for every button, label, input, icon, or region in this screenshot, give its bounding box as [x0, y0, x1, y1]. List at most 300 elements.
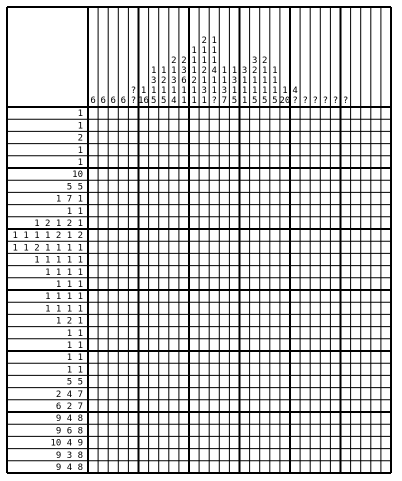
grid-cell[interactable]	[169, 302, 179, 314]
grid-cell[interactable]	[300, 412, 310, 424]
grid-cell[interactable]	[118, 302, 128, 314]
grid-cell[interactable]	[108, 156, 118, 168]
grid-cell[interactable]	[219, 388, 229, 400]
grid-cell[interactable]	[270, 266, 280, 278]
grid-cell[interactable]	[108, 400, 118, 412]
grid-cell[interactable]	[159, 217, 169, 229]
grid-cell[interactable]	[320, 351, 330, 363]
grid-cell[interactable]	[149, 278, 159, 290]
grid-cell[interactable]	[310, 388, 320, 400]
grid-cell[interactable]	[320, 449, 330, 461]
grid-cell[interactable]	[250, 314, 260, 326]
grid-cell[interactable]	[320, 400, 330, 412]
grid-cell[interactable]	[98, 156, 108, 168]
grid-cell[interactable]	[310, 156, 320, 168]
grid-cell[interactable]	[88, 314, 98, 326]
grid-cell[interactable]	[149, 449, 159, 461]
grid-cell[interactable]	[270, 461, 280, 473]
grid-cell[interactable]	[290, 253, 300, 265]
grid-cell[interactable]	[320, 461, 330, 473]
grid-cell[interactable]	[108, 192, 118, 204]
grid-cell[interactable]	[260, 363, 270, 375]
grid-cell[interactable]	[149, 302, 159, 314]
grid-cell[interactable]	[290, 351, 300, 363]
grid-cell[interactable]	[118, 192, 128, 204]
grid-cell[interactable]	[240, 314, 250, 326]
grid-cell[interactable]	[351, 302, 361, 314]
grid-cell[interactable]	[229, 400, 239, 412]
grid-cell[interactable]	[118, 351, 128, 363]
grid-cell[interactable]	[300, 217, 310, 229]
grid-cell[interactable]	[118, 107, 128, 119]
grid-cell[interactable]	[240, 290, 250, 302]
grid-cell[interactable]	[310, 436, 320, 448]
grid-cell[interactable]	[219, 412, 229, 424]
grid-cell[interactable]	[270, 388, 280, 400]
grid-cell[interactable]	[280, 253, 290, 265]
grid-cell[interactable]	[300, 351, 310, 363]
grid-cell[interactable]	[169, 424, 179, 436]
grid-cell[interactable]	[118, 290, 128, 302]
grid-cell[interactable]	[320, 278, 330, 290]
grid-cell[interactable]	[341, 461, 351, 473]
grid-cell[interactable]	[149, 192, 159, 204]
grid-cell[interactable]	[270, 107, 280, 119]
grid-cell[interactable]	[118, 363, 128, 375]
grid-cell[interactable]	[260, 327, 270, 339]
grid-cell[interactable]	[209, 314, 219, 326]
grid-cell[interactable]	[240, 253, 250, 265]
grid-cell[interactable]	[199, 436, 209, 448]
grid-cell[interactable]	[371, 290, 381, 302]
grid-cell[interactable]	[219, 217, 229, 229]
grid-cell[interactable]	[189, 461, 199, 473]
grid-cell[interactable]	[310, 119, 320, 131]
grid-cell[interactable]	[229, 424, 239, 436]
grid-cell[interactable]	[351, 180, 361, 192]
grid-cell[interactable]	[290, 266, 300, 278]
grid-cell[interactable]	[351, 131, 361, 143]
grid-cell[interactable]	[310, 241, 320, 253]
grid-cell[interactable]	[88, 400, 98, 412]
grid-cell[interactable]	[260, 278, 270, 290]
grid-cell[interactable]	[250, 119, 260, 131]
grid-cell[interactable]	[300, 192, 310, 204]
grid-cell[interactable]	[260, 107, 270, 119]
grid-cell[interactable]	[169, 144, 179, 156]
grid-cell[interactable]	[169, 192, 179, 204]
grid-cell[interactable]	[199, 192, 209, 204]
grid-cell[interactable]	[108, 180, 118, 192]
grid-cell[interactable]	[159, 412, 169, 424]
grid-cell[interactable]	[209, 205, 219, 217]
grid-cell[interactable]	[199, 119, 209, 131]
grid-cell[interactable]	[290, 156, 300, 168]
grid-cell[interactable]	[98, 290, 108, 302]
grid-cell[interactable]	[351, 278, 361, 290]
grid-cell[interactable]	[229, 192, 239, 204]
grid-cell[interactable]	[88, 449, 98, 461]
grid-cell[interactable]	[270, 180, 280, 192]
grid-cell[interactable]	[310, 327, 320, 339]
grid-cell[interactable]	[219, 327, 229, 339]
grid-cell[interactable]	[260, 266, 270, 278]
grid-cell[interactable]	[310, 205, 320, 217]
grid-cell[interactable]	[149, 180, 159, 192]
grid-cell[interactable]	[149, 119, 159, 131]
grid-cell[interactable]	[149, 363, 159, 375]
grid-cell[interactable]	[310, 449, 320, 461]
grid-cell[interactable]	[169, 156, 179, 168]
grid-cell[interactable]	[361, 131, 371, 143]
grid-cell[interactable]	[250, 241, 260, 253]
grid-cell[interactable]	[300, 156, 310, 168]
grid-cell[interactable]	[300, 461, 310, 473]
grid-cell[interactable]	[260, 168, 270, 180]
grid-cell[interactable]	[179, 314, 189, 326]
grid-cell[interactable]	[179, 388, 189, 400]
grid-cell[interactable]	[88, 131, 98, 143]
grid-cell[interactable]	[361, 278, 371, 290]
grid-cell[interactable]	[290, 229, 300, 241]
grid-cell[interactable]	[219, 339, 229, 351]
grid-cell[interactable]	[118, 327, 128, 339]
grid-cell[interactable]	[351, 119, 361, 131]
grid-cell[interactable]	[310, 302, 320, 314]
grid-cell[interactable]	[361, 107, 371, 119]
grid-cell[interactable]	[98, 461, 108, 473]
grid-cell[interactable]	[88, 107, 98, 119]
grid-cell[interactable]	[128, 253, 138, 265]
grid-cell[interactable]	[341, 168, 351, 180]
grid-cell[interactable]	[108, 278, 118, 290]
grid-cell[interactable]	[229, 449, 239, 461]
grid-cell[interactable]	[361, 241, 371, 253]
grid-cell[interactable]	[381, 241, 391, 253]
grid-cell[interactable]	[229, 339, 239, 351]
grid-cell[interactable]	[219, 302, 229, 314]
grid-cell[interactable]	[219, 314, 229, 326]
grid-cell[interactable]	[159, 144, 169, 156]
grid-cell[interactable]	[290, 461, 300, 473]
grid-cell[interactable]	[270, 314, 280, 326]
grid-cell[interactable]	[169, 375, 179, 387]
grid-cell[interactable]	[290, 314, 300, 326]
grid-cell[interactable]	[330, 412, 340, 424]
grid-cell[interactable]	[290, 436, 300, 448]
grid-cell[interactable]	[179, 131, 189, 143]
grid-cell[interactable]	[219, 290, 229, 302]
grid-cell[interactable]	[108, 424, 118, 436]
grid-cell[interactable]	[128, 314, 138, 326]
grid-cell[interactable]	[250, 424, 260, 436]
grid-cell[interactable]	[300, 375, 310, 387]
grid-cell[interactable]	[381, 192, 391, 204]
grid-cell[interactable]	[159, 205, 169, 217]
grid-cell[interactable]	[381, 351, 391, 363]
grid-cell[interactable]	[381, 107, 391, 119]
grid-cell[interactable]	[169, 229, 179, 241]
grid-cell[interactable]	[240, 144, 250, 156]
grid-cell[interactable]	[320, 424, 330, 436]
grid-cell[interactable]	[250, 131, 260, 143]
grid-cell[interactable]	[98, 351, 108, 363]
grid-cell[interactable]	[361, 192, 371, 204]
grid-cell[interactable]	[199, 180, 209, 192]
grid-cell[interactable]	[149, 144, 159, 156]
grid-cell[interactable]	[209, 400, 219, 412]
grid-cell[interactable]	[300, 327, 310, 339]
grid-cell[interactable]	[199, 400, 209, 412]
grid-cell[interactable]	[381, 119, 391, 131]
grid-cell[interactable]	[300, 339, 310, 351]
grid-cell[interactable]	[330, 302, 340, 314]
grid-cell[interactable]	[240, 229, 250, 241]
grid-cell[interactable]	[179, 144, 189, 156]
grid-cell[interactable]	[270, 229, 280, 241]
grid-cell[interactable]	[98, 424, 108, 436]
grid-cell[interactable]	[219, 205, 229, 217]
grid-cell[interactable]	[199, 461, 209, 473]
grid-cell[interactable]	[128, 339, 138, 351]
grid-cell[interactable]	[159, 375, 169, 387]
grid-cell[interactable]	[260, 339, 270, 351]
grid-cell[interactable]	[118, 144, 128, 156]
grid-cell[interactable]	[371, 339, 381, 351]
grid-cell[interactable]	[149, 388, 159, 400]
grid-cell[interactable]	[290, 107, 300, 119]
grid-cell[interactable]	[250, 253, 260, 265]
grid-cell[interactable]	[189, 192, 199, 204]
grid-cell[interactable]	[290, 339, 300, 351]
grid-cell[interactable]	[199, 314, 209, 326]
grid-cell[interactable]	[330, 278, 340, 290]
grid-cell[interactable]	[88, 375, 98, 387]
grid-cell[interactable]	[88, 436, 98, 448]
grid-cell[interactable]	[209, 351, 219, 363]
grid-cell[interactable]	[320, 119, 330, 131]
grid-cell[interactable]	[270, 302, 280, 314]
grid-cell[interactable]	[290, 241, 300, 253]
grid-cell[interactable]	[371, 253, 381, 265]
grid-cell[interactable]	[108, 388, 118, 400]
grid-cell[interactable]	[260, 119, 270, 131]
grid-cell[interactable]	[280, 351, 290, 363]
grid-cell[interactable]	[128, 107, 138, 119]
grid-cell[interactable]	[381, 388, 391, 400]
grid-cell[interactable]	[169, 400, 179, 412]
grid-cell[interactable]	[381, 290, 391, 302]
grid-cell[interactable]	[240, 241, 250, 253]
grid-cell[interactable]	[240, 339, 250, 351]
grid-cell[interactable]	[88, 339, 98, 351]
grid-cell[interactable]	[118, 375, 128, 387]
grid-cell[interactable]	[149, 205, 159, 217]
grid-cell[interactable]	[300, 253, 310, 265]
grid-cell[interactable]	[280, 168, 290, 180]
grid-cell[interactable]	[88, 290, 98, 302]
grid-cell[interactable]	[361, 168, 371, 180]
grid-cell[interactable]	[128, 351, 138, 363]
grid-cell[interactable]	[108, 351, 118, 363]
grid-cell[interactable]	[169, 168, 179, 180]
grid-cell[interactable]	[341, 278, 351, 290]
grid-cell[interactable]	[330, 351, 340, 363]
grid-cell[interactable]	[88, 461, 98, 473]
grid-cell[interactable]	[381, 436, 391, 448]
grid-cell[interactable]	[219, 266, 229, 278]
grid-cell[interactable]	[98, 144, 108, 156]
grid-cell[interactable]	[159, 363, 169, 375]
grid-cell[interactable]	[351, 327, 361, 339]
grid-cell[interactable]	[270, 217, 280, 229]
grid-cell[interactable]	[240, 107, 250, 119]
grid-cell[interactable]	[128, 192, 138, 204]
grid-cell[interactable]	[128, 412, 138, 424]
grid-cell[interactable]	[209, 412, 219, 424]
grid-cell[interactable]	[189, 131, 199, 143]
grid-cell[interactable]	[118, 436, 128, 448]
grid-cell[interactable]	[300, 205, 310, 217]
grid-cell[interactable]	[169, 180, 179, 192]
grid-cell[interactable]	[229, 461, 239, 473]
grid-cell[interactable]	[330, 241, 340, 253]
grid-cell[interactable]	[260, 241, 270, 253]
grid-cell[interactable]	[371, 412, 381, 424]
grid-cell[interactable]	[270, 205, 280, 217]
grid-cell[interactable]	[128, 180, 138, 192]
grid-cell[interactable]	[341, 266, 351, 278]
grid-cell[interactable]	[98, 205, 108, 217]
grid-cell[interactable]	[341, 119, 351, 131]
grid-cell[interactable]	[330, 424, 340, 436]
grid-cell[interactable]	[290, 168, 300, 180]
grid-cell[interactable]	[240, 278, 250, 290]
grid-cell[interactable]	[250, 229, 260, 241]
grid-cell[interactable]	[159, 449, 169, 461]
grid-cell[interactable]	[341, 253, 351, 265]
grid-cell[interactable]	[179, 363, 189, 375]
grid-cell[interactable]	[159, 192, 169, 204]
grid-cell[interactable]	[280, 461, 290, 473]
grid-cell[interactable]	[139, 192, 149, 204]
grid-cell[interactable]	[179, 107, 189, 119]
grid-cell[interactable]	[341, 205, 351, 217]
grid-cell[interactable]	[310, 144, 320, 156]
grid-cell[interactable]	[240, 412, 250, 424]
grid-cell[interactable]	[108, 290, 118, 302]
grid-cell[interactable]	[270, 119, 280, 131]
grid-cell[interactable]	[280, 266, 290, 278]
grid-cell[interactable]	[189, 339, 199, 351]
grid-cell[interactable]	[260, 180, 270, 192]
grid-cell[interactable]	[199, 266, 209, 278]
grid-cell[interactable]	[219, 436, 229, 448]
grid-cell[interactable]	[88, 278, 98, 290]
grid-cell[interactable]	[229, 290, 239, 302]
grid-cell[interactable]	[351, 412, 361, 424]
grid-cell[interactable]	[159, 327, 169, 339]
grid-cell[interactable]	[209, 180, 219, 192]
grid-cell[interactable]	[351, 363, 361, 375]
grid-cell[interactable]	[290, 327, 300, 339]
grid-cell[interactable]	[98, 314, 108, 326]
grid-cell[interactable]	[320, 266, 330, 278]
grid-cell[interactable]	[88, 180, 98, 192]
grid-cell[interactable]	[240, 302, 250, 314]
grid-cell[interactable]	[169, 449, 179, 461]
grid-cell[interactable]	[341, 412, 351, 424]
grid-cell[interactable]	[219, 424, 229, 436]
grid-cell[interactable]	[330, 400, 340, 412]
grid-cell[interactable]	[320, 107, 330, 119]
grid-cell[interactable]	[320, 180, 330, 192]
grid-cell[interactable]	[381, 144, 391, 156]
grid-cell[interactable]	[260, 461, 270, 473]
grid-cell[interactable]	[199, 302, 209, 314]
grid-cell[interactable]	[209, 424, 219, 436]
grid-cell[interactable]	[320, 253, 330, 265]
grid-cell[interactable]	[159, 229, 169, 241]
grid-cell[interactable]	[371, 229, 381, 241]
grid-cell[interactable]	[169, 314, 179, 326]
grid-cell[interactable]	[330, 253, 340, 265]
grid-cell[interactable]	[240, 168, 250, 180]
grid-cell[interactable]	[240, 363, 250, 375]
grid-cell[interactable]	[88, 144, 98, 156]
grid-cell[interactable]	[371, 363, 381, 375]
grid-cell[interactable]	[260, 436, 270, 448]
grid-cell[interactable]	[139, 351, 149, 363]
grid-cell[interactable]	[108, 253, 118, 265]
grid-cell[interactable]	[149, 314, 159, 326]
grid-cell[interactable]	[260, 400, 270, 412]
grid-cell[interactable]	[98, 131, 108, 143]
grid-cell[interactable]	[108, 436, 118, 448]
grid-cell[interactable]	[240, 449, 250, 461]
grid-cell[interactable]	[320, 168, 330, 180]
grid-cell[interactable]	[118, 278, 128, 290]
grid-cell[interactable]	[280, 107, 290, 119]
grid-cell[interactable]	[330, 144, 340, 156]
grid-cell[interactable]	[179, 461, 189, 473]
grid-cell[interactable]	[199, 290, 209, 302]
grid-cell[interactable]	[310, 424, 320, 436]
grid-cell[interactable]	[330, 339, 340, 351]
grid-cell[interactable]	[189, 449, 199, 461]
grid-cell[interactable]	[270, 156, 280, 168]
grid-cell[interactable]	[128, 424, 138, 436]
grid-cell[interactable]	[189, 290, 199, 302]
grid-cell[interactable]	[179, 119, 189, 131]
grid-cell[interactable]	[240, 424, 250, 436]
grid-cell[interactable]	[189, 400, 199, 412]
grid-cell[interactable]	[381, 412, 391, 424]
grid-cell[interactable]	[199, 131, 209, 143]
grid-cell[interactable]	[300, 290, 310, 302]
grid-cell[interactable]	[381, 156, 391, 168]
grid-cell[interactable]	[341, 229, 351, 241]
grid-cell[interactable]	[209, 339, 219, 351]
grid-cell[interactable]	[219, 131, 229, 143]
grid-cell[interactable]	[280, 217, 290, 229]
grid-cell[interactable]	[189, 436, 199, 448]
grid-cell[interactable]	[270, 144, 280, 156]
grid-cell[interactable]	[371, 375, 381, 387]
grid-cell[interactable]	[209, 449, 219, 461]
grid-cell[interactable]	[209, 327, 219, 339]
grid-cell[interactable]	[139, 205, 149, 217]
